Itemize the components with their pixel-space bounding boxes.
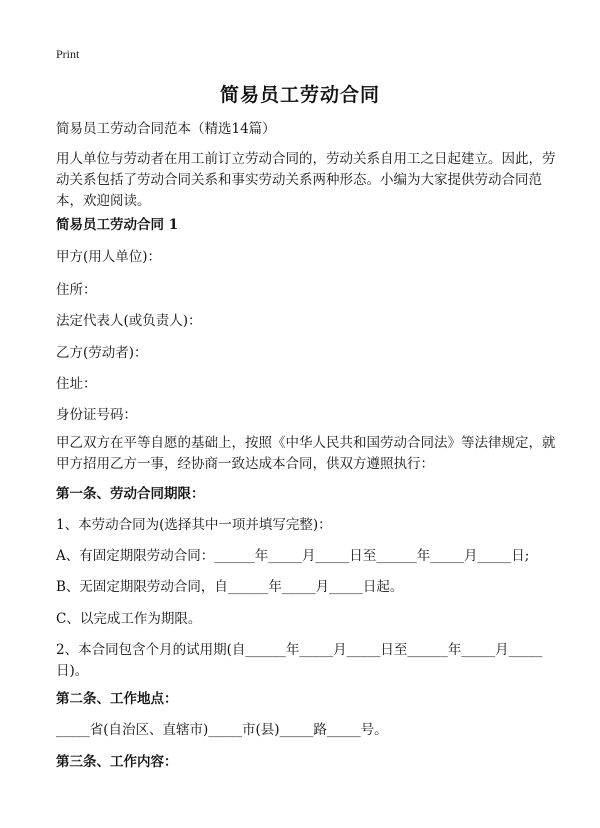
option-b-open-term: B、无固定期限劳动合同，自______年_____月_____日起。: [56, 579, 404, 595]
clause-1: 1、本劳动合同为(选择其中一项并填写完整)：: [56, 517, 332, 533]
party-a-label: 甲方(用人单位)：: [56, 249, 162, 265]
id-number-label: 身份证号码：: [56, 407, 137, 423]
legal-rep-label: 法定代表人(或负责人)：: [56, 313, 202, 329]
party-b-label: 乙方(劳动者)：: [56, 345, 148, 361]
section-heading: 简易员工劳动合同 1: [56, 217, 179, 233]
clause-2-probation: 2、本合同包含个月的试用期(自______年_____月_____日至______年_____月_____日)。: [56, 642, 543, 679]
article-2-heading: 第二条、工作地点：: [56, 691, 178, 707]
address-label: 住所：: [56, 282, 97, 298]
print-link[interactable]: Print: [56, 47, 80, 61]
intro-paragraph: 用人单位与劳动者在用工前订立劳动合同的，劳动关系自用工之日起建立。因此，劳动关系包括了劳动合同关系和事实劳动关系两种形态。小编为大家提供劳动合同范本，欢迎阅读。: [56, 151, 556, 209]
agreement-paragraph: 甲乙双方在平等自愿的基础上，按照《中华人民共和国劳动合同法》等法律规定，就甲方招用乙方一事，经协商一致达成本合同，供双方遵照执行：: [56, 435, 556, 472]
article-1-heading: 第一条、劳动合同期限：: [56, 486, 205, 502]
work-location-line: _____省(自治区、直辖市)_____市(县)_____路_____号。: [56, 722, 388, 738]
option-c-task-term: C、以完成工作为期限。: [56, 611, 202, 627]
document-title: 简易员工劳动合同: [219, 84, 380, 106]
option-a-fixed-term: A、有固定期限劳动合同：______年_____月_____日至______年_____月_____日;: [56, 548, 530, 564]
residence-label: 住址：: [56, 376, 97, 392]
article-3-heading: 第三条、工作内容：: [56, 754, 178, 770]
document-subtitle: 简易员工劳动合同范本（精选14篇）: [56, 121, 276, 137]
